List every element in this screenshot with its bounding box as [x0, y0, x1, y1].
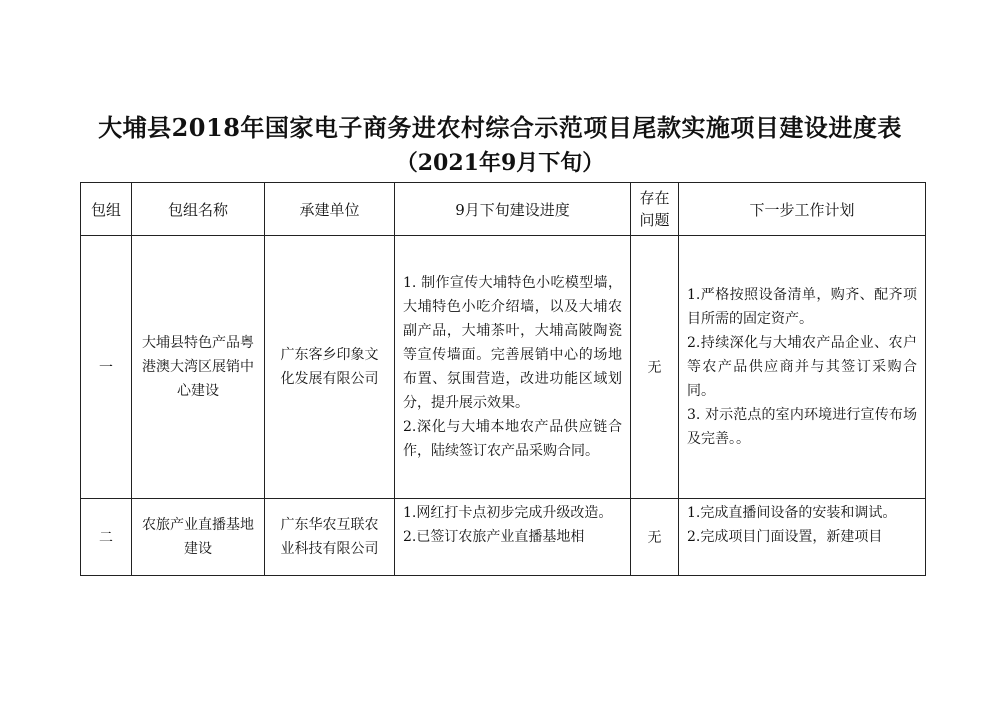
row-name: 农旅产业直播基地建设 [132, 499, 265, 576]
header-contractor: 承建单位 [265, 183, 395, 236]
progress-item: 1.网红打卡点初步完成升级改造。 [403, 505, 613, 521]
row-progress [395, 499, 631, 576]
header-issue [631, 183, 679, 236]
row-progress [395, 236, 631, 499]
row-contractor: 广东华农互联农业科技有限公司 [265, 499, 395, 576]
document-title: 大埔县2018年国家电子商务进农村综合示范项目尾款实施项目建设进度表 [98, 113, 902, 142]
progress-item: 2.深化与大埔本地农产品供应链合作，陆续签订农产品采购合同。 [403, 419, 622, 459]
row-contractor: 广东客乡印象文化发展有限公司 [265, 236, 395, 499]
document-subtitle: （2021年9月下旬） [395, 150, 605, 176]
row-issue: 无 [631, 236, 679, 499]
row-group: 二 [81, 499, 132, 576]
progress-item: 2.已签订农旅产业直播基地相 [403, 529, 585, 545]
plan-item: 1.完成直播间设备的安装和调试。 [687, 505, 897, 521]
table-row [81, 236, 926, 499]
table-header-row [81, 183, 926, 236]
row-plan [679, 236, 926, 499]
header-progress: 9月下旬建设进度 [395, 183, 631, 236]
plan-item: 1.严格按照设备清单，购齐、配齐项目所需的固定资产。 [687, 287, 917, 327]
plan-item: 3. 对示范点的室内环境进行宣传布场及完善。。 [687, 407, 917, 447]
header-group: 包组 [81, 183, 132, 236]
plan-item: 2.完成项目门面设置，新建项目 [687, 529, 883, 545]
header-group-name: 包组名称 [132, 183, 265, 236]
progress-table [80, 182, 926, 576]
plan-item: 2.持续深化与大埔农产品企业、农户等农产品供应商并与其签订采购合同。 [687, 335, 917, 399]
header-issue-label: 存在问题 [639, 189, 670, 229]
row-name: 大埔县特色产品粤港澳大湾区展销中心建设 [132, 236, 265, 499]
row-plan [679, 499, 926, 576]
row-issue: 无 [631, 499, 679, 576]
progress-item: 1. 制作宣传大埔特色小吃模型墙，大埔特色小吃介绍墙，以及大埔农副产品，大埔茶叶，大埔高陂陶瓷等宣传墙面。完善展销中心的场地布置、氛围营造，改进功能区域划分，提升展示效果。 [403, 275, 622, 411]
table-row [81, 499, 926, 576]
header-plan: 下一步工作计划 [679, 183, 926, 236]
row-group: 一 [81, 236, 132, 499]
